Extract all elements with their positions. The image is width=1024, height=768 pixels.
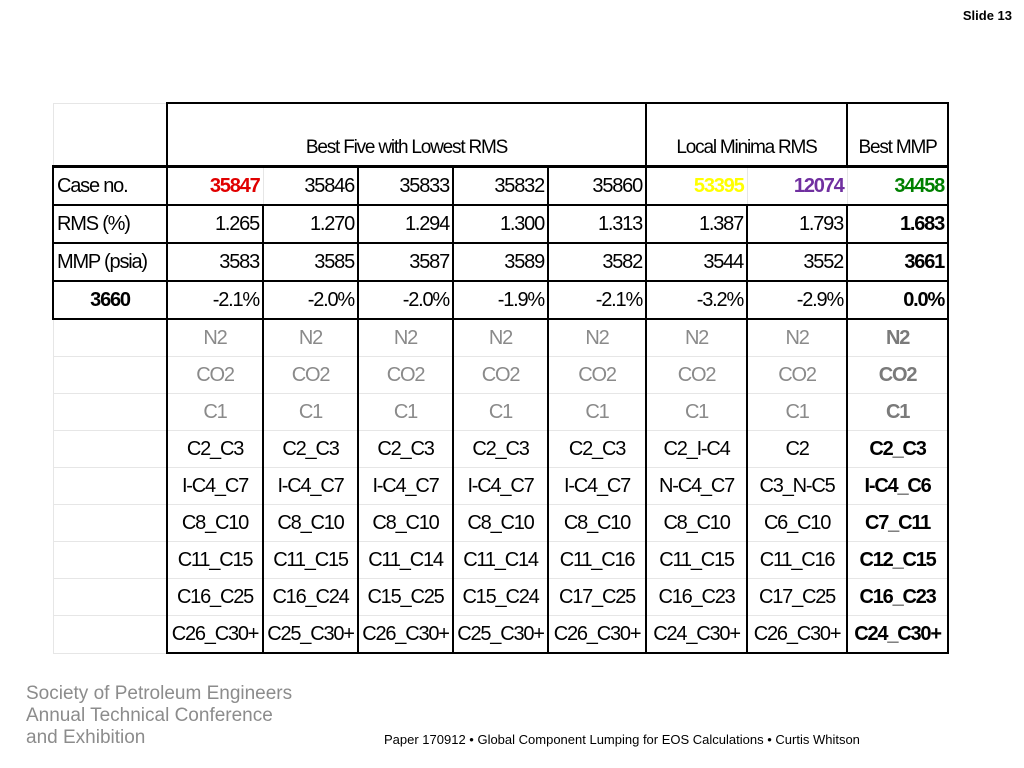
component-cell: C1: [747, 394, 847, 431]
rms-value: 1.793: [747, 205, 847, 243]
deviation-value: -2.1%: [548, 281, 646, 319]
component-empty-cell: [53, 319, 167, 357]
header-local-minima: Local Minima RMS: [646, 103, 847, 167]
case-label: Case no.: [53, 167, 167, 206]
rms-value: 1.265: [167, 205, 263, 243]
component-cell: C1: [646, 394, 747, 431]
component-cell: N-C4_C7: [646, 468, 747, 505]
rms-value: 1.387: [646, 205, 747, 243]
footer-citation: Paper 170912 • Global Component Lumping for EOS Calculations • Curtis Whitson: [384, 732, 860, 747]
mmp-label: MMP (psia): [53, 243, 167, 281]
component-empty-cell: [53, 505, 167, 542]
component-cell: C11_C16: [548, 542, 646, 579]
rms-value: 1.683: [847, 205, 948, 243]
case-value: 35846: [263, 167, 358, 206]
rms-label: RMS (%): [53, 205, 167, 243]
deviation-value: -2.0%: [358, 281, 453, 319]
case-value: 53395: [646, 167, 747, 206]
component-cell: N2: [453, 319, 548, 357]
component-cell: C11_C15: [646, 542, 747, 579]
component-cell: C15_C24: [453, 579, 548, 616]
component-empty-cell: [53, 431, 167, 468]
component-cell: C16_C24: [263, 579, 358, 616]
mmp-value: 3587: [358, 243, 453, 281]
component-cell: I-C4_C7: [358, 468, 453, 505]
case-value: 34458: [847, 167, 948, 206]
component-cell: C1: [847, 394, 948, 431]
spe-logo-text: [26, 683, 292, 749]
component-cell: C16_C23: [847, 579, 948, 616]
component-cell: N2: [263, 319, 358, 357]
component-cell: CO2: [548, 357, 646, 394]
mmp-value: 3544: [646, 243, 747, 281]
case-value: 35860: [548, 167, 646, 206]
component-cell: C17_C25: [548, 579, 646, 616]
component-empty-cell: [53, 542, 167, 579]
component-cell: CO2: [453, 357, 548, 394]
component-cell: C1: [453, 394, 548, 431]
reference-mmp-label: 3660: [53, 281, 167, 319]
component-cell: CO2: [847, 357, 948, 394]
mmp-value: 3585: [263, 243, 358, 281]
component-cell: C26_C30+: [358, 616, 453, 654]
case-value: 35832: [453, 167, 548, 206]
component-empty-cell: [53, 357, 167, 394]
component-cell: C7_C11: [847, 505, 948, 542]
mmp-row: [53, 243, 948, 281]
component-cell: N2: [548, 319, 646, 357]
component-row: [53, 357, 948, 394]
component-row: [53, 394, 948, 431]
rms-value: 1.300: [453, 205, 548, 243]
case-row: [53, 167, 948, 206]
component-cell: C11_C16: [747, 542, 847, 579]
component-cell: CO2: [747, 357, 847, 394]
component-cell: N2: [847, 319, 948, 357]
component-empty-cell: [53, 394, 167, 431]
component-row: [53, 431, 948, 468]
slide-number: Slide 13: [962, 8, 1012, 23]
component-cell: C15_C25: [358, 579, 453, 616]
component-cell: C2_C3: [167, 431, 263, 468]
case-value: 35847: [167, 167, 263, 206]
component-cell: C8_C10: [453, 505, 548, 542]
deviation-row: [53, 281, 948, 319]
deviation-value: -2.1%: [167, 281, 263, 319]
mmp-value: 3583: [167, 243, 263, 281]
component-cell: C26_C30+: [167, 616, 263, 654]
logo-line-1: Society of Petroleum Engineers: [26, 683, 293, 704]
logo-line-3: and Exhibition: [26, 727, 146, 748]
mmp-value: 3552: [747, 243, 847, 281]
component-cell: I-C4_C7: [263, 468, 358, 505]
component-cell: C2_C3: [548, 431, 646, 468]
component-cell: C11_C14: [358, 542, 453, 579]
component-row: [53, 616, 948, 654]
component-empty-cell: [53, 579, 167, 616]
component-cell: C24_C30+: [646, 616, 747, 654]
component-cell: C2_C3: [263, 431, 358, 468]
component-empty-cell: [53, 468, 167, 505]
component-cell: C16_C25: [167, 579, 263, 616]
deviation-value: -1.9%: [453, 281, 548, 319]
header-empty-cell: [53, 103, 167, 167]
component-cell: C1: [358, 394, 453, 431]
component-cell: C26_C30+: [548, 616, 646, 654]
component-cell: C11_C15: [167, 542, 263, 579]
component-cell: N2: [646, 319, 747, 357]
component-cell: CO2: [167, 357, 263, 394]
header-row: [53, 103, 948, 167]
case-value: 12074: [747, 167, 847, 206]
component-cell: C1: [167, 394, 263, 431]
component-cell: C26_C30+: [747, 616, 847, 654]
deviation-value: 0.0%: [847, 281, 948, 319]
deviation-value: -3.2%: [646, 281, 747, 319]
component-cell: I-C4_C6: [847, 468, 948, 505]
lumping-table-container: [52, 102, 947, 654]
component-cell: C16_C23: [646, 579, 747, 616]
component-cell: C2_C3: [358, 431, 453, 468]
component-cell: C2_I-C4: [646, 431, 747, 468]
component-cell: C8_C10: [167, 505, 263, 542]
component-cell: I-C4_C7: [453, 468, 548, 505]
rms-value: 1.313: [548, 205, 646, 243]
logo-line-2: Annual Technical Conference: [26, 705, 273, 726]
rms-row: [53, 205, 948, 243]
mmp-value: 3589: [453, 243, 548, 281]
component-cell: C11_C14: [453, 542, 548, 579]
component-row: [53, 579, 948, 616]
component-cell: C25_C30+: [453, 616, 548, 654]
component-cell: C2_C3: [453, 431, 548, 468]
component-cell: CO2: [358, 357, 453, 394]
component-cell: CO2: [646, 357, 747, 394]
component-cell: C8_C10: [263, 505, 358, 542]
lumping-results-table: [52, 102, 949, 654]
header-best-five: Best Five with Lowest RMS: [167, 103, 646, 167]
component-row: [53, 542, 948, 579]
component-cell: C6_C10: [747, 505, 847, 542]
rms-value: 1.270: [263, 205, 358, 243]
case-value: 35833: [358, 167, 453, 206]
component-cell: C11_C15: [263, 542, 358, 579]
header-best-mmp: Best MMP: [847, 103, 948, 167]
component-row: [53, 468, 948, 505]
component-cell: C1: [263, 394, 358, 431]
component-cell: C24_C30+: [847, 616, 948, 654]
component-cell: C2: [747, 431, 847, 468]
deviation-value: -2.0%: [263, 281, 358, 319]
component-cell: N2: [747, 319, 847, 357]
mmp-value: 3661: [847, 243, 948, 281]
component-row: [53, 505, 948, 542]
component-cell: C8_C10: [548, 505, 646, 542]
component-cell: I-C4_C7: [548, 468, 646, 505]
component-cell: CO2: [263, 357, 358, 394]
component-cell: C12_C15: [847, 542, 948, 579]
component-cell: C2_C3: [847, 431, 948, 468]
component-cell: C1: [548, 394, 646, 431]
component-cell: N2: [167, 319, 263, 357]
component-cell: C25_C30+: [263, 616, 358, 654]
component-cell: C8_C10: [646, 505, 747, 542]
component-cell: C8_C10: [358, 505, 453, 542]
deviation-value: -2.9%: [747, 281, 847, 319]
mmp-value: 3582: [548, 243, 646, 281]
component-cell: C17_C25: [747, 579, 847, 616]
rms-value: 1.294: [358, 205, 453, 243]
component-cell: I-C4_C7: [167, 468, 263, 505]
component-empty-cell: [53, 616, 167, 654]
component-cell: N2: [358, 319, 453, 357]
component-cell: C3_N-C5: [747, 468, 847, 505]
component-row: [53, 319, 948, 357]
